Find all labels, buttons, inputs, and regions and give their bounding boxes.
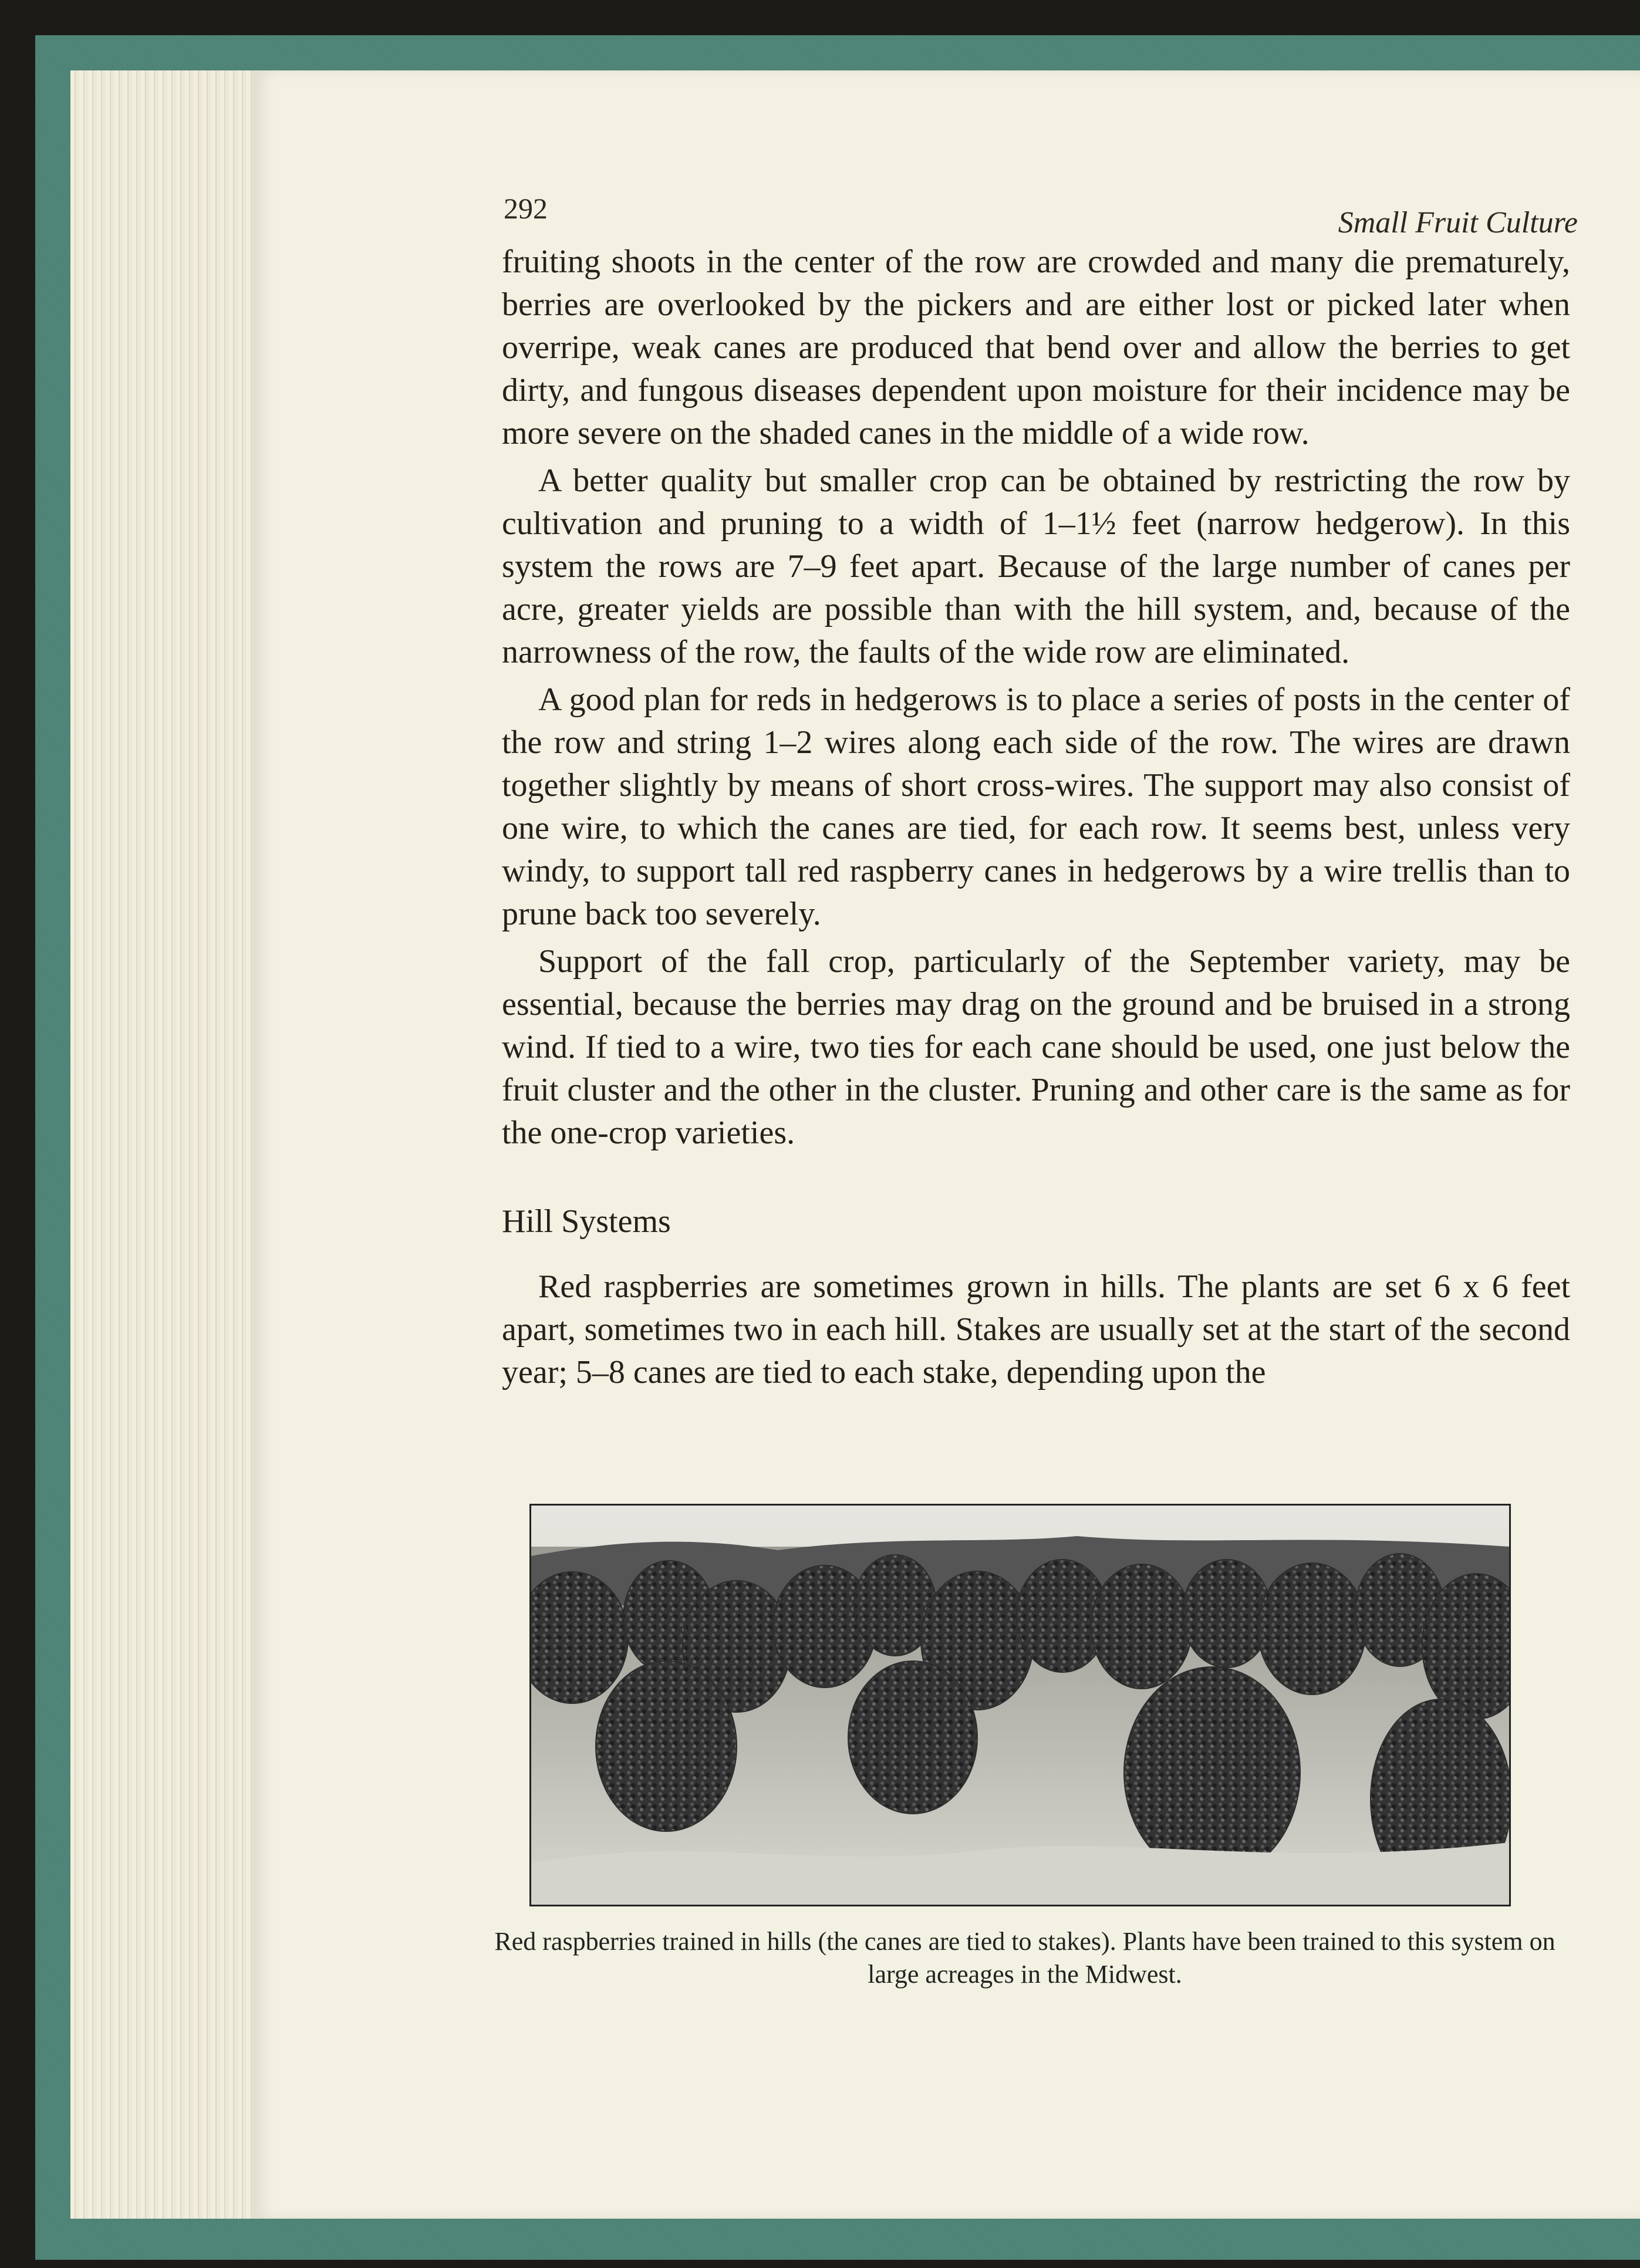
paragraph-hill-systems: Red raspberries are sometimes grown in hills. The plants are set 6 x 6 feet apart, sometimes two in each hill. Stakes are usually set at the start of the second year; 5–8 canes are tied to each stake, depending upon the bbox=[502, 1268, 1570, 1391]
photo-illustration bbox=[531, 1506, 1509, 1905]
paragraph-continuation: fruiting shoots in the center of the row are crowded and many die prematurely, berries are overlooked by the pickers and are either lost or picked later when overripe, weak canes are produced that bend over and allow the berries to get dirty, and fungous diseases dependent upon moisture for their incidence may be more severe on the shaded canes in the middle of a wide row. bbox=[502, 244, 1570, 451]
paragraph-narrow-hedgerow: A better quality but smaller crop can be obtained by restricting the row by cultivation and pruning to a width of 1–1½ feet (narrow hedgerow). In this system the rows are 7–9 feet apart. Because of the large number of canes per acre, greater yields are possible than with the hill system, and, because of the narrowness of the row, the faults of the wide row are eliminated. bbox=[502, 463, 1570, 670]
figure-caption: Red raspberries trained in hills (the canes are tied to stakes). Plants have been trained to this system on large acreages in the Midwest. bbox=[494, 1927, 1555, 1989]
page-edges bbox=[70, 70, 264, 2219]
book-title: Small Fruit Culture bbox=[1338, 206, 1578, 239]
raspberry-hills-photo bbox=[529, 1504, 1511, 1906]
paragraph-hedgerow-plan: A good plan for reds in hedgerows is to place a series of posts in the center of the row and string 1–2 wires along each side of the row. The wires are drawn together slightly by means of short cross-wires. The support may also consist of one wire, to which the canes are tied, for each row. It seems best, unless very windy, to support tall red raspberry canes in hedgerows by a wire trellis than to prune back too severely. bbox=[502, 681, 1570, 932]
running-head bbox=[504, 188, 1578, 241]
page-number: 292 bbox=[504, 192, 548, 225]
paragraph-fall-crop: Support of the fall crop, particularly of the September variety, may be essential, because the berries may drag on the ground and be bruised in a strong wind. If tied to a wire, two ties for each cane should be used, one just below the fruit cluster and the other in the cluster. Pruning and other care is the same as for the one-crop varieties. bbox=[502, 943, 1570, 1151]
body-text bbox=[502, 241, 1570, 1399]
section-heading: Hill Systems bbox=[502, 1203, 671, 1240]
